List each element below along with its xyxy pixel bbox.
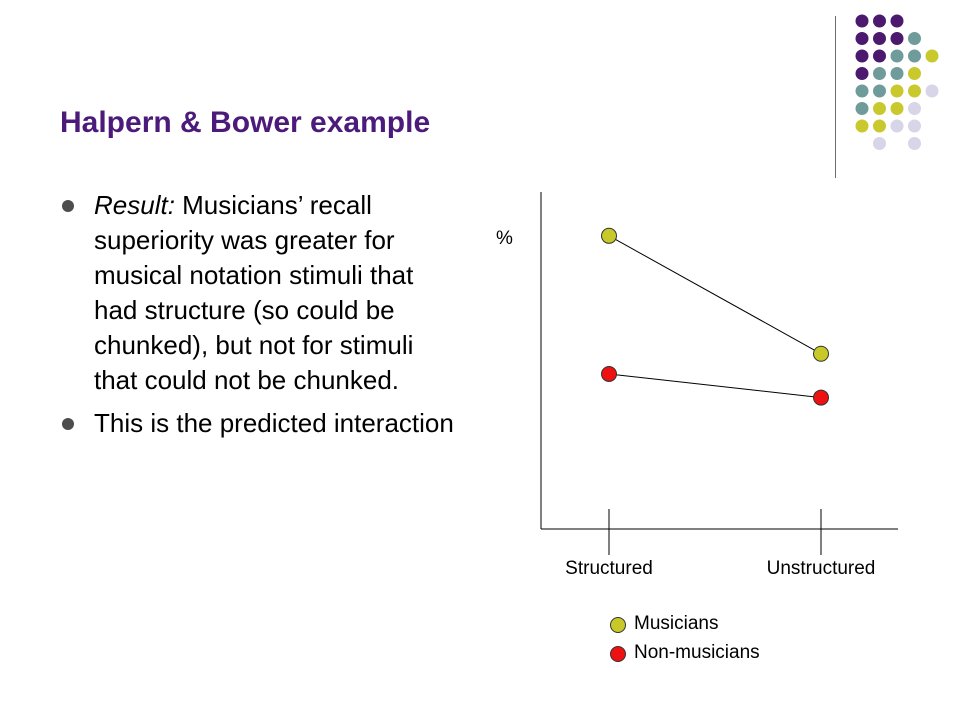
legend-label-musicians: Musicians xyxy=(634,613,719,634)
data-point-non-musicians xyxy=(814,390,829,405)
series-line-non-musicians xyxy=(609,374,821,398)
series-line-musicians xyxy=(609,236,821,354)
legend-marker-non-musicians xyxy=(611,647,626,662)
bullet-text: This is the predicted interaction xyxy=(94,408,454,438)
data-point-non-musicians xyxy=(602,366,617,381)
y-axis-label: % xyxy=(496,228,513,249)
data-point-musicians xyxy=(814,346,829,361)
slide-title: Halpern & Bower example xyxy=(60,106,431,139)
x-tick-label: Structured xyxy=(565,558,653,579)
legend-label-non-musicians: Non-musicians xyxy=(634,642,760,663)
bullet-lead-text: Result: xyxy=(94,190,175,220)
data-point-musicians xyxy=(602,228,617,243)
legend-marker-musicians xyxy=(611,618,626,633)
x-tick-label: Unstructured xyxy=(766,558,876,579)
bullet-text: Musicians’ recall superiority was greater for musical notation stimuli that had structure (so could be chunked), but not for stimuli that could not be chunked. xyxy=(94,190,414,395)
